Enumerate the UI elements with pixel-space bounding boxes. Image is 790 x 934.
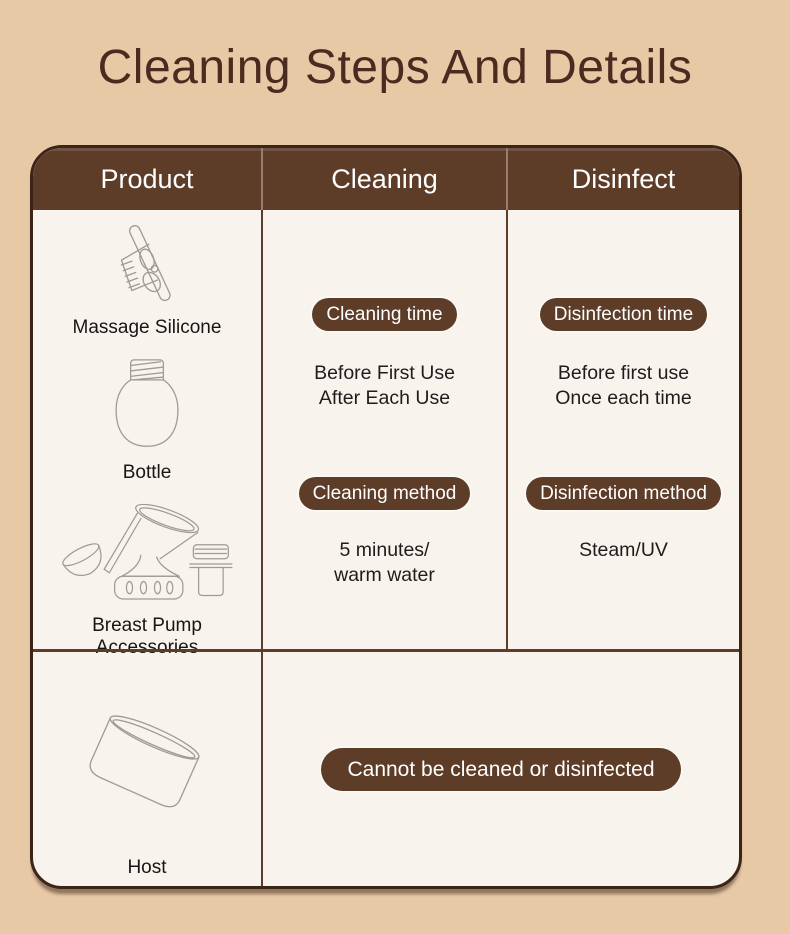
breast-pump-accessories-icon — [54, 494, 240, 611]
header-product: Product — [33, 148, 263, 210]
product-label: Host — [127, 857, 167, 878]
cleaning-time-badge: Cleaning time — [312, 298, 456, 331]
host-icon — [77, 708, 217, 821]
host-cell — [33, 649, 263, 886]
product-label: Massage Silicone — [72, 317, 222, 338]
header-cleaning: Cleaning — [263, 148, 508, 210]
massage-silicone-icon — [95, 220, 199, 313]
disinfection-time-badge: Disinfection time — [540, 298, 707, 331]
header-disinfect: Disinfect — [508, 148, 739, 210]
cleaning-time-text: Before First Use After Each Use — [314, 362, 455, 409]
disinfection-method-text: Steam/UV — [579, 538, 668, 561]
cleaning-column-cell — [263, 210, 508, 649]
note-cell — [263, 649, 739, 886]
product-label: Bottle — [122, 461, 172, 483]
cleaning-method-text: 5 minutes/ warm water — [334, 538, 435, 586]
cannot-clean-badge: Cannot be cleaned or disinfected — [321, 748, 680, 791]
cleaning-method-badge: Cleaning method — [299, 477, 471, 510]
disinfection-method-badge: Disinfection method — [526, 477, 721, 510]
product-massage-silicone — [73, 220, 222, 339]
disinfect-column-cell — [508, 210, 739, 649]
product-breast-pump-accessories — [54, 494, 240, 659]
disinfection-time-text: Before first use Once each time — [555, 362, 692, 409]
bottle-icon — [97, 355, 197, 458]
product-label: Breast Pump Accessories — [92, 614, 202, 658]
product-column-cell — [33, 210, 263, 658]
product-bottle — [97, 355, 197, 484]
cleaning-table — [30, 145, 742, 889]
page-title: Cleaning Steps And Details — [97, 41, 693, 94]
